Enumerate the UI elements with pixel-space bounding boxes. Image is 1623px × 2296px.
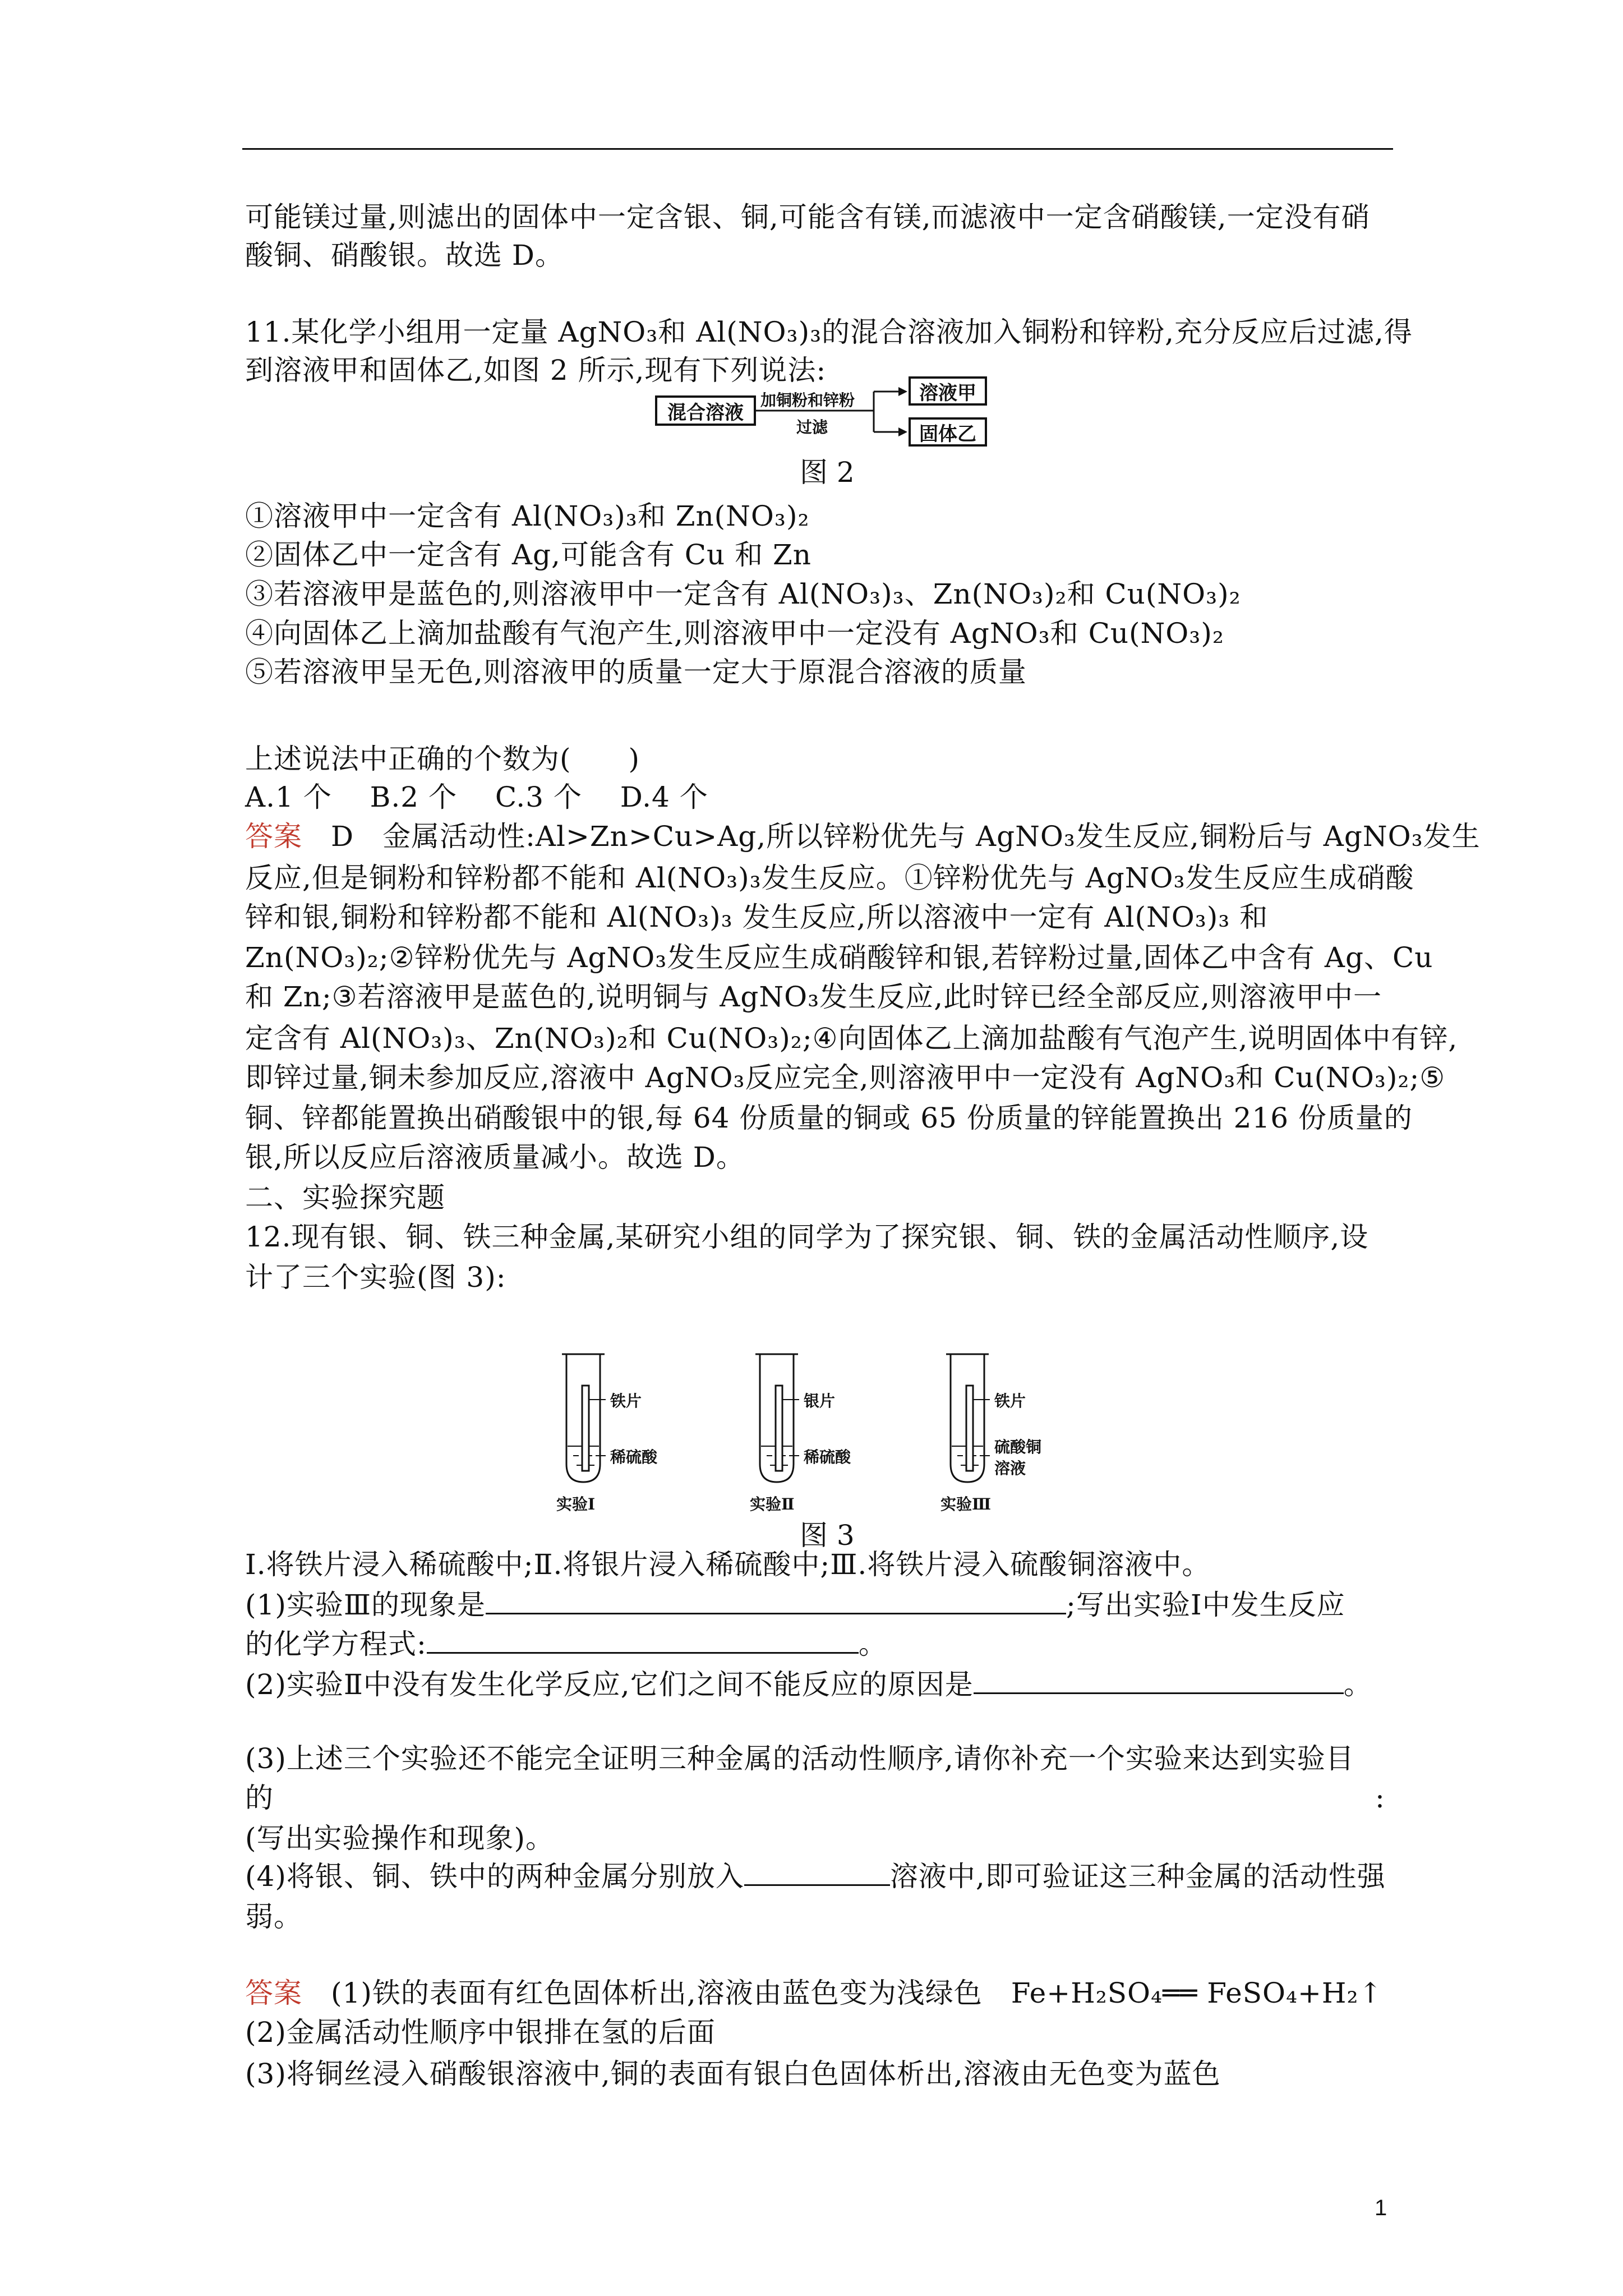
text-line	[245, 1741, 1354, 1777]
mixed-solution-box: 混合溶液	[655, 395, 756, 426]
figure-3-caption: 图 3	[800, 1519, 855, 1552]
text-line	[245, 576, 1241, 612]
text-content-tail: :	[1375, 1782, 1385, 1814]
text-line	[245, 1547, 1210, 1582]
text-content: 可能镁过量,则滤出的固体中一定含银、铜,可能含有镁,而滤液中一定含硝酸镁,一定没有硝	[245, 201, 1370, 233]
solid-b-box: 固体乙	[909, 417, 987, 447]
text-line	[245, 314, 1413, 350]
text-line	[245, 1180, 445, 1216]
text-content: 定含有 Al(NO₃)₃、Zn(NO₃)₂和 Cu(NO₃)₂;④向固体乙上滴加盐酸有气泡产生,说明固体中有锌,	[245, 1022, 1458, 1055]
text-content-tail: ;写出实验Ⅰ中发生反应	[1066, 1589, 1345, 1621]
text-content: 计了三个实验(图 3):	[245, 1261, 506, 1294]
text-content: 到溶液甲和固体乙,如图 2 所示,现有下列说法:	[245, 354, 827, 386]
text-line	[245, 1020, 1458, 1056]
test-tube-icon	[561, 1352, 606, 1487]
text-content: 锌和银,铜粉和锌粉都不能和 Al(NO₃)₃ 发生反应,所以溶液中一定有 Al(NO₃)₃ 和	[245, 901, 1269, 933]
text-content-tail: 。	[858, 1628, 887, 1660]
text-line	[245, 1780, 1385, 1816]
text-content: (2)金属活动性顺序中银排在氢的后面	[245, 2016, 716, 2049]
solution-label: 硫酸铜	[994, 1438, 1042, 1456]
text-content: ②固体乙中一定含有 Ag,可能含有 Cu 和 Zn	[245, 539, 811, 571]
text-line	[245, 860, 1414, 896]
text-content: 的化学方程式:	[245, 1628, 427, 1660]
text-content: 酸铜、硝酸银。故选 D。	[245, 239, 564, 272]
test-tube-group	[556, 1352, 707, 1520]
metal-label: 铁片	[610, 1392, 642, 1410]
text-line	[245, 237, 564, 273]
text-line	[245, 1100, 1413, 1136]
text-line	[245, 1667, 1372, 1703]
text-content: 上述说法中正确的个数为( )	[245, 743, 640, 775]
text-content: 反应,但是铜粉和锌粉都不能和 Al(NO₃)₃发生反应。①锌粉优先与 AgNO₃发生反应生成硝酸	[245, 862, 1414, 894]
text-line	[245, 1060, 1445, 1096]
text-content: 弱。	[245, 1901, 302, 1933]
header-rule	[242, 148, 1393, 150]
answer-label: 答案	[245, 1977, 302, 2009]
text-line	[245, 654, 1027, 690]
text-line	[245, 1899, 302, 1935]
page-number: 1	[1375, 2196, 1387, 2220]
text-content: 12.现有银、铜、铁三种金属,某研究小组的同学为了探究银、铜、铁的金属活动性顺序,设	[245, 1221, 1369, 1253]
text-content: (1)铁的表面有红色固体析出,溶液由蓝色变为浅绿色 Fe+H₂SO₄══ FeSO₄+H₂↑	[302, 1977, 1383, 2009]
text-content: 银,所以反应后溶液质量减小。故选 D。	[245, 1141, 745, 1174]
flow-arrows	[751, 376, 914, 443]
experiment-label: 实验Ⅱ	[750, 1495, 795, 1513]
solution-label-line2: 溶液	[994, 1459, 1026, 1478]
text-line	[245, 1975, 1382, 2011]
text-content: (1)实验Ⅲ的现象是	[245, 1589, 486, 1621]
text-content: 和 Zn;③若溶液甲是蓝色的,说明铜与 AgNO₃发生反应,此时锌已经全部反应,则溶液甲中一	[245, 981, 1382, 1013]
solution-label: 稀硫酸	[610, 1448, 658, 1466]
text-line	[245, 1587, 1345, 1623]
text-line	[245, 1219, 1368, 1255]
solution-a-box: 溶液甲	[909, 376, 987, 406]
text-content: ④向固体乙上滴加盐酸有气泡产生,则溶液甲中一定没有 AgNO₃和 Cu(NO₃)₂	[245, 617, 1224, 650]
answer-blank[interactable]	[744, 1861, 890, 1886]
text-line	[245, 199, 1370, 235]
text-content: Zn(NO₃)₂;②锌粉优先与 AgNO₃发生反应生成硝酸锌和银,若锌粉过量,固体乙中含有 Ag、Cu	[245, 941, 1433, 974]
text-content-tail: 。	[1343, 1668, 1372, 1701]
answer-label: 答案	[245, 820, 302, 853]
text-line	[245, 779, 708, 815]
test-tube-icon	[754, 1352, 799, 1487]
text-content: (2)实验Ⅱ中没有发生化学反应,它们之间不能反应的原因是	[245, 1668, 974, 1701]
text-content: (写出实验操作和现象)。	[245, 1822, 555, 1855]
answer-blank[interactable]	[486, 1589, 1066, 1614]
text-content: D 金属活动性:Al>Zn>Cu>Ag,所以锌粉优先与 AgNO₃发生反应,铜粉后与 AgNO₃发生	[302, 820, 1481, 853]
text-line	[245, 615, 1224, 651]
flow-arrow-bottom-label: 过滤	[796, 418, 828, 436]
text-line	[245, 352, 826, 388]
text-line	[245, 741, 640, 777]
text-line	[245, 1259, 506, 1295]
text-content: ①溶液甲中一定含有 Al(NO₃)₃和 Zn(NO₃)₂	[245, 500, 810, 532]
text-content: A.1 个 B.2 个 C.3 个 D.4 个	[245, 781, 708, 813]
text-line	[245, 2014, 716, 2050]
text-line	[245, 899, 1268, 935]
test-tube-group	[940, 1352, 1091, 1520]
text-content: 铜、锌都能置换出硝酸银中的银,每 64 份质量的铜或 65 份质量的锌能置换出 216 份质量的	[245, 1102, 1413, 1134]
text-line	[245, 1858, 1386, 1894]
text-content: (4)将银、铜、铁中的两种金属分别放入	[245, 1860, 744, 1893]
experiment-label: 实验Ⅲ	[940, 1495, 992, 1513]
text-line	[245, 1139, 745, 1175]
text-content: 11.某化学小组用一定量 AgNO₃和 Al(NO₃)₃的混合溶液加入铜粉和锌粉,充分反应后过滤,得	[245, 316, 1413, 348]
answer-blank[interactable]	[974, 1669, 1344, 1694]
text-content: 的	[245, 1782, 274, 1814]
text-line	[245, 2056, 1221, 2092]
text-line	[245, 537, 811, 573]
text-line	[245, 498, 810, 534]
test-tube-icon	[945, 1352, 990, 1487]
answer-blank[interactable]	[427, 1628, 859, 1654]
text-content: Ⅰ.将铁片浸入稀硫酸中;Ⅱ.将银片浸入稀硫酸中;Ⅲ.将铁片浸入硫酸铜溶液中。	[245, 1548, 1211, 1581]
text-content: (3)上述三个实验还不能完全证明三种金属的活动性顺序,请你补充一个实验来达到实验目	[245, 1742, 1354, 1775]
text-line	[245, 1820, 554, 1856]
solution-label: 稀硫酸	[804, 1448, 851, 1466]
text-line	[245, 940, 1433, 976]
text-content-tail: 溶液中,即可验证这三种金属的活动性强	[889, 1860, 1386, 1893]
flow-arrow-top-label: 加铜粉和锌粉	[760, 391, 855, 409]
text-line	[245, 1626, 887, 1662]
experiment-label: 实验Ⅰ	[556, 1495, 596, 1513]
text-line	[245, 818, 1481, 854]
text-content: 二、实验探究题	[245, 1181, 445, 1214]
text-content: 即锌过量,铜未参加反应,溶液中 AgNO₃反应完全,则溶液甲中一定没有 AgNO₃和 Cu(NO₃)₂;⑤	[245, 1061, 1446, 1094]
text-content: ⑤若溶液甲呈无色,则溶液甲的质量一定大于原混合溶液的质量	[245, 656, 1027, 688]
text-content: ③若溶液甲是蓝色的,则溶液甲中一定含有 Al(NO₃)₃、Zn(NO₃)₂和 Cu(NO₃)₂	[245, 578, 1241, 610]
metal-label: 银片	[804, 1392, 836, 1410]
test-tube-group	[750, 1352, 900, 1520]
figure-2-caption: 图 2	[800, 456, 855, 489]
text-content: (3)将铜丝浸入硝酸银溶液中,铜的表面有银白色固体析出,溶液由无色变为蓝色	[245, 2058, 1221, 2090]
metal-label: 铁片	[994, 1392, 1026, 1410]
text-line	[245, 979, 1382, 1015]
